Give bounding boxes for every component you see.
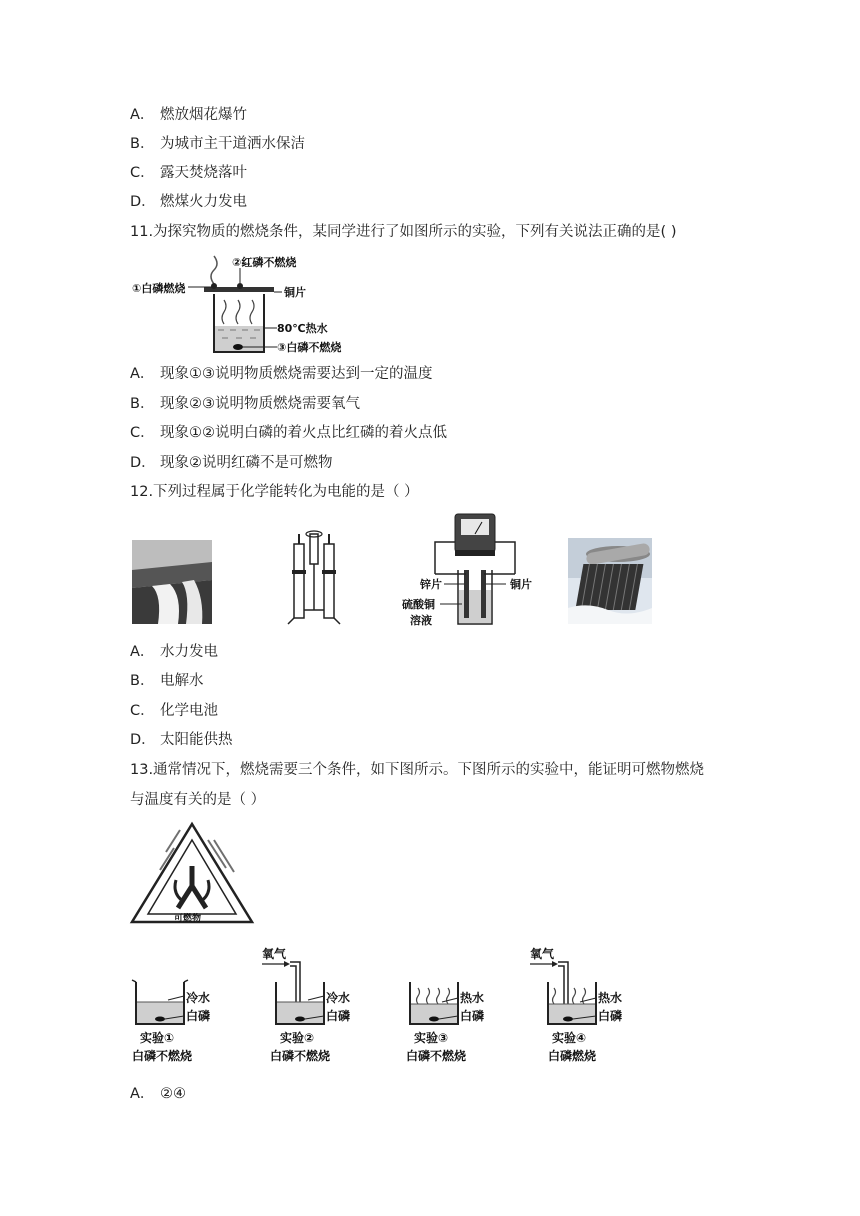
q11-option-c: C． 现象①②说明白磷的着火点比红磷的着火点低 xyxy=(130,425,447,441)
q10-option-d: D． 燃煤火力发电 xyxy=(130,194,247,210)
exp1-water: 冷水 xyxy=(186,991,211,1005)
q11-option-d: D． 现象②说明红磷不是可燃物 xyxy=(130,455,333,471)
label-solution-2: 溶液 xyxy=(410,614,432,627)
q13-stem-line2: 与温度有关的是（ ） xyxy=(130,792,266,808)
q10-option-c: C． 露天焚烧落叶 xyxy=(130,165,247,181)
label-copper-plate: 铜片 xyxy=(510,578,532,591)
q11-figure xyxy=(132,250,342,362)
q10-option-b: B． 为城市主干道洒水保洁 xyxy=(130,136,305,152)
q12-stem: 12.下列过程属于化学能转化为电能的是（ ） xyxy=(130,484,419,500)
experiment-1 xyxy=(130,944,250,1068)
exp4-name: 实验④ xyxy=(552,1031,587,1045)
q12-option-d: D． 太阳能供热 xyxy=(130,732,233,748)
label-copper: 铜片 xyxy=(284,286,306,299)
exp2-oxygen: 氧气 xyxy=(262,947,287,961)
exp4-result: 白磷燃烧 xyxy=(548,1049,597,1063)
experiment-4 xyxy=(530,944,650,1068)
label-white-phosphorus-top: ①白磷燃烧 xyxy=(132,282,186,295)
q11-option-a: A． 现象①③说明物质燃烧需要达到一定的温度 xyxy=(130,366,433,382)
exp2-phosphorus: 白磷 xyxy=(326,1009,351,1023)
exp4-water: 热水 xyxy=(598,991,623,1005)
exp3-result: 白磷不燃烧 xyxy=(406,1049,467,1063)
triangle-bottom-label: 可燃物 xyxy=(174,914,202,924)
q11-stem: 11.为探究物质的燃烧条件，某同学进行了如图所示的实验，下列有关说法正确的是( ) xyxy=(130,224,677,240)
q12-image-electrolysis xyxy=(280,530,350,630)
q12-option-c: C． 化学电池 xyxy=(130,703,218,719)
q12-image-solar-heater xyxy=(568,538,652,624)
label-zinc: 锌片 xyxy=(420,578,442,591)
q13-stem-line1: 13.通常情况下，燃烧需要三个条件，如下图所示。下图所示的实验中，能证明可燃物燃烧 xyxy=(130,762,705,778)
q12-option-b: B． 电解水 xyxy=(130,673,204,689)
q11-option-b: B． 现象②③说明物质燃烧需要氧气 xyxy=(130,396,360,412)
exp3-name: 实验③ xyxy=(414,1031,449,1045)
q12-image-hydropower xyxy=(132,540,212,624)
exp4-oxygen: 氧气 xyxy=(530,947,555,961)
exp2-result: 白磷不燃烧 xyxy=(270,1049,331,1063)
exp3-phosphorus: 白磷 xyxy=(460,1009,485,1023)
exp1-name: 实验① xyxy=(140,1031,175,1045)
label-red-phosphorus: ②红磷不燃烧 xyxy=(232,256,297,269)
label-white-phosphorus-water: ③白磷不燃烧 xyxy=(277,341,342,354)
exp3-water: 热水 xyxy=(460,991,485,1005)
q10-option-a: A． 燃放烟花爆竹 xyxy=(130,107,247,123)
exp4-phosphorus: 白磷 xyxy=(598,1009,623,1023)
label-solution-1: 硫酸铜 xyxy=(402,598,435,611)
label-hot-water: 80℃热水 xyxy=(277,322,328,335)
experiment-3 xyxy=(404,944,524,1068)
exp2-water: 冷水 xyxy=(326,991,351,1005)
q13-option-a: A． ②④ xyxy=(130,1086,186,1102)
exp2-name: 实验② xyxy=(280,1031,315,1045)
q13-fire-triangle xyxy=(130,822,254,926)
q12-option-a: A． 水力发电 xyxy=(130,644,218,660)
exp1-result: 白磷不燃烧 xyxy=(132,1049,193,1063)
exp1-phosphorus: 白磷 xyxy=(186,1009,211,1023)
experiment-2 xyxy=(262,944,382,1068)
q12-image-battery xyxy=(400,512,550,632)
